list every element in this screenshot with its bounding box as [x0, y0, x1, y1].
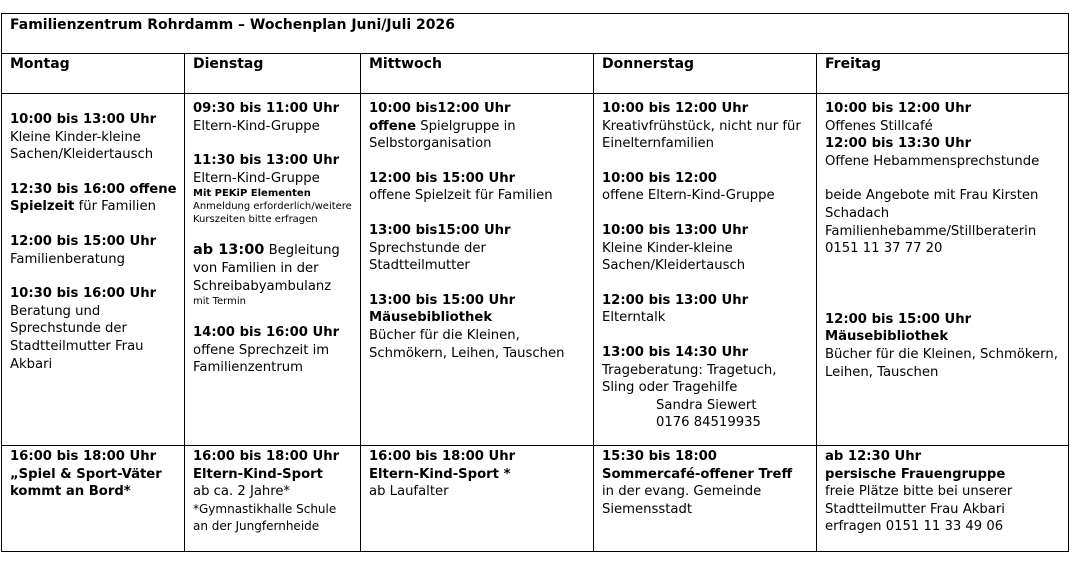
schedule-entry	[193, 324, 353, 377]
entry-text: Spielgruppe in Selbstorganisation	[369, 118, 516, 152]
entry-time: 10:00 bis 12:00 Uhr	[825, 101, 972, 116]
main-schedule-row	[2, 94, 1069, 446]
schedule-entry	[193, 242, 353, 308]
entry-text: Elterntalk	[602, 310, 666, 326]
entry-text: offene Eltern-Kind-Gruppe	[602, 188, 775, 204]
entry-text: ab ca. 2 Jahre*	[193, 484, 291, 500]
entry-text: Begleitung von Familien in der Schreibabyambulanz	[193, 243, 340, 294]
title-row	[2, 14, 1069, 54]
entry-title: offene	[369, 118, 417, 134]
entry-time: 13:00 bis 14:30 Uhr	[602, 344, 749, 360]
schedule-entry	[825, 100, 1061, 170]
donnerstag-cell	[594, 94, 817, 446]
entry-time: 10:00 bis 13:00 Uhr	[10, 112, 157, 127]
schedule-entry	[602, 170, 809, 205]
day-header-montag: Montag	[2, 54, 185, 94]
schedule-entry	[10, 285, 177, 373]
entry-title: Mäusebibliothek	[369, 310, 493, 326]
entry-note: Mit PEKiP Elementen	[193, 188, 311, 200]
entry-text: Bücher für die Kleinen, Schmökern, Leihen, Tauschen	[825, 346, 1058, 380]
entry-time: 14:00 bis 16:00 Uhr	[193, 325, 340, 341]
freitag-bottom-cell	[817, 446, 1069, 552]
entry-time: 16:00 bis 18:00 Uhr	[369, 449, 516, 464]
schedule-entry	[10, 233, 177, 268]
schedule-entry	[602, 222, 809, 275]
afternoon-row	[2, 446, 1069, 552]
entry-text: Kleine Kinder-kleine Sachen/Kleidertausch	[10, 129, 154, 163]
schedule-entry	[10, 111, 177, 164]
donnerstag-bottom-cell	[594, 446, 817, 552]
entry-time: ab 13:00	[193, 242, 265, 259]
dienstag-bottom-cell	[185, 446, 361, 552]
schedule-entry	[193, 100, 353, 135]
entry-text: Familienberatung	[10, 251, 126, 267]
schedule-entry	[193, 152, 353, 226]
entry-time: 09:30 bis 11:00 Uhr	[193, 101, 340, 116]
weekly-schedule-table	[1, 13, 1069, 552]
entry-time: 13:00 bis 15:00 Uhr	[369, 292, 516, 308]
contact-phone: 0151 11 37 77 20	[825, 241, 943, 257]
entry-time: 10:00 bis 13:00 Uhr	[602, 222, 749, 238]
schedule-entry	[602, 100, 809, 153]
montag-cell	[2, 94, 185, 446]
schedule-entry	[369, 170, 586, 205]
entry-time: 12:00 bis 13:00 Uhr	[602, 292, 749, 308]
entry-note: *Gymnastikhalle Schule an der Jungfernheide	[193, 501, 337, 533]
entry-time: 10:00 bis12:00 Uhr	[369, 101, 511, 116]
entry-note: mit Termin	[193, 296, 246, 308]
entry-text: Beratung und Sprechstunde der Stadtteilmutter Frau Akbari	[10, 303, 144, 372]
entry-time: 12:00 bis 13:30 Uhr	[825, 136, 972, 152]
schedule-entry	[10, 181, 177, 216]
montag-bottom-cell	[2, 446, 185, 552]
entry-text: Eltern-Kind-Gruppe	[193, 170, 320, 186]
entry-text: Trageberatung: Tragetuch, Sling oder Tragehilfe	[602, 362, 777, 396]
entry-time: 12:00 bis 15:00 Uhr	[369, 170, 516, 186]
entry-title: Eltern-Kind-Sport *	[369, 466, 511, 482]
schedule-entry	[825, 311, 1061, 381]
dienstag-cell	[185, 94, 361, 446]
entry-title: persische Frauengruppe	[825, 466, 1006, 482]
entry-time: ab 12:30 Uhr	[825, 449, 922, 464]
entry-text: Offene Hebammensprechstunde	[825, 153, 1040, 169]
schedule-entry	[602, 344, 809, 432]
entry-note: Anmeldung erforderlich/weitere Kurszeiten bitte erfragen	[193, 201, 352, 226]
entry-time: 10:30 bis 16:00 Uhr	[10, 286, 157, 302]
entry-text: Bücher für die Kleinen, Schmökern, Leihen, Tauschen	[369, 327, 565, 361]
entry-text: beide Angebote mit Frau Kirsten Schadach Familienhebamme/Stillberaterin	[825, 188, 1039, 239]
page-title: Familienzentrum Rohrdamm – Wochenplan Juni/Juli 2026	[2, 14, 1069, 54]
entry-time: 13:00 bis15:00 Uhr	[369, 222, 511, 238]
day-header-dienstag: Dienstag	[185, 54, 361, 94]
entry-title: 15:30 bis 18:00 Sommercafé-offener Treff	[602, 449, 793, 482]
entry-title: Eltern-Kind-Sport	[193, 466, 323, 482]
entry-time: 10:00 bis 12:00 Uhr	[602, 101, 749, 116]
entry-time: 16:00 bis 18:00 Uhr	[10, 449, 157, 464]
entry-text: Offenes Stillcafé	[825, 118, 933, 134]
entry-text: Eltern-Kind-Gruppe	[193, 118, 320, 134]
entry-text: freie Plätze bitte bei unserer Stadtteilmutter Frau Akbari erfragen 0151 11 33 49 06	[825, 484, 1013, 535]
freitag-cell	[817, 94, 1069, 446]
day-header-donnerstag: Donnerstag	[594, 54, 817, 94]
entry-time: 16:00 bis 18:00 Uhr	[193, 449, 340, 464]
entry-text: in der evang. Gemeinde Siemensstadt	[602, 484, 762, 517]
entry-time: 12:00 bis 15:00 Uhr	[825, 311, 972, 327]
schedule-entry	[825, 187, 1061, 257]
schedule-entry	[602, 292, 809, 327]
entry-title: 12:30 bis 16:00 offene Spielzeit	[10, 181, 177, 215]
entry-text: ab Laufalter	[369, 484, 449, 500]
day-header-freitag: Freitag	[817, 54, 1069, 94]
entry-time: 11:30 bis 13:00 Uhr	[193, 153, 340, 169]
entry-text: Sprechstunde der Stadtteilmutter	[369, 240, 486, 274]
mittwoch-bottom-cell	[361, 446, 594, 552]
mittwoch-cell	[361, 94, 594, 446]
entry-time: 12:00 bis 15:00 Uhr	[10, 233, 157, 249]
entry-text: für Familien	[74, 199, 156, 215]
entry-text: offene Sprechzeit im Familienzentrum	[193, 342, 330, 376]
entry-time: 10:00 bis 12:00	[602, 170, 717, 186]
entry-title: Mäusebibliothek	[825, 329, 949, 345]
day-header-row	[2, 54, 1069, 94]
schedule-entry	[369, 100, 586, 153]
entry-title: „Spiel & Sport-Väter kommt an Bord*	[10, 466, 162, 500]
contact-name: Sandra Siewert	[656, 397, 757, 413]
contact-phone: 0176 84519935	[656, 415, 761, 431]
schedule-entry	[369, 292, 586, 362]
entry-text: Kleine Kinder-kleine Sachen/Kleidertausch	[602, 240, 746, 274]
day-header-mittwoch: Mittwoch	[361, 54, 594, 94]
entry-text: Kreativfrühstück, nicht nur für Einelternfamilien	[602, 118, 801, 152]
schedule-entry	[369, 222, 586, 275]
entry-text: offene Spielzeit für Familien	[369, 188, 553, 204]
